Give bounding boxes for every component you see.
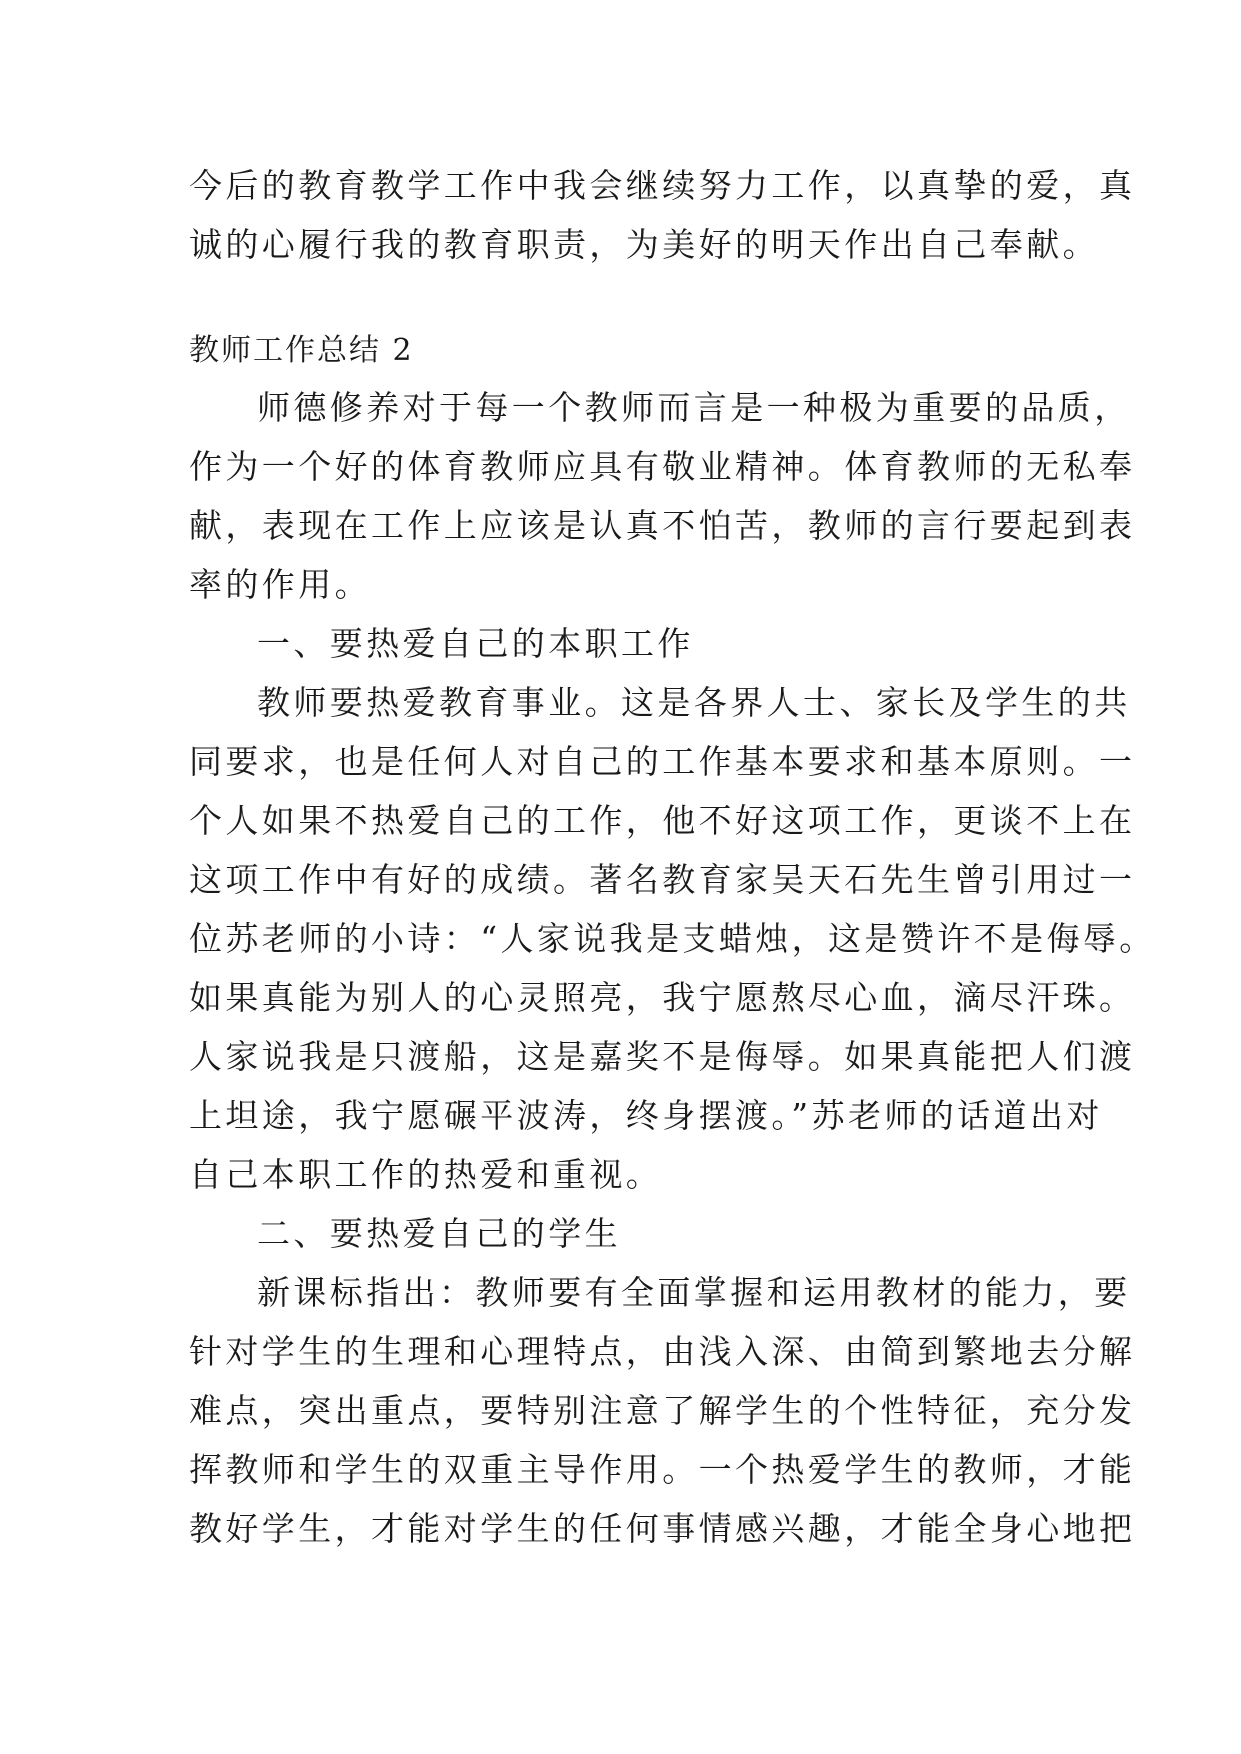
section-title: 教师工作总结 2	[189, 333, 414, 368]
paragraph-first-line: 教师要热爱教育事业。这是各界人士、家长及学生的共	[257, 683, 1131, 722]
text-line: 上坦途，我宁愿碾平波涛，终身摆渡。”苏老师的话道出对	[189, 1096, 1103, 1135]
text-line: 率的作用。	[189, 565, 371, 604]
text-line: 位苏老师的小诗：“人家说我是支蜡烛，这是赞许不是侮辱。	[189, 919, 1156, 958]
text-line: 诚的心履行我的教育职责，为美好的明天作出自己奉献。	[189, 225, 1099, 264]
text-line: 同要求，也是任何人对自己的工作基本要求和基本原则。一	[189, 742, 1136, 781]
text-line: 针对学生的生理和心理特点，由浅入深、由简到繁地去分解	[189, 1332, 1136, 1371]
text-line: 今后的教育教学工作中我会继续努力工作，以真挚的爱，真	[189, 166, 1136, 205]
text-line: 个人如果不热爱自己的工作，他不好这项工作，更谈不上在	[189, 801, 1136, 840]
text-line: 作为一个好的体育教师应具有敬业精神。体育教师的无私奉	[189, 447, 1136, 486]
text-line: 教好学生，才能对学生的任何事情感兴趣，才能全身心地把	[189, 1509, 1136, 1548]
text-line: 这项工作中有好的成绩。著名教育家吴天石先生曾引用过一	[189, 860, 1136, 899]
document-body	[189, 156, 1156, 1558]
text-line: 挥教师和学生的双重主导作用。一个热爱学生的教师，才能	[189, 1450, 1136, 1489]
text-line: 人家说我是只渡船，这是嘉奖不是侮辱。如果真能把人们渡	[189, 1037, 1136, 1076]
text-line: 献，表现在工作上应该是认真不怕苦，教师的言行要起到表	[189, 506, 1136, 545]
text-line: 自己本职工作的热爱和重视。	[189, 1155, 663, 1194]
spacer	[189, 274, 1063, 324]
text-line: 难点，突出重点，要特别注意了解学生的个性特征，充分发	[189, 1391, 1136, 1430]
subheading-2: 二、要热爱自己的学生	[257, 1214, 621, 1253]
subheading-1: 一、要热爱自己的本职工作	[257, 624, 694, 663]
text-line: 如果真能为别人的心灵照亮，我宁愿熬尽心血，滴尽汗珠。	[189, 978, 1136, 1017]
paragraph-first-line: 新课标指出：教师要有全面掌握和运用教材的能力，要	[257, 1273, 1131, 1312]
paragraph-first-line: 师德修养对于每一个教师而言是一种极为重要的品质，	[257, 388, 1131, 427]
